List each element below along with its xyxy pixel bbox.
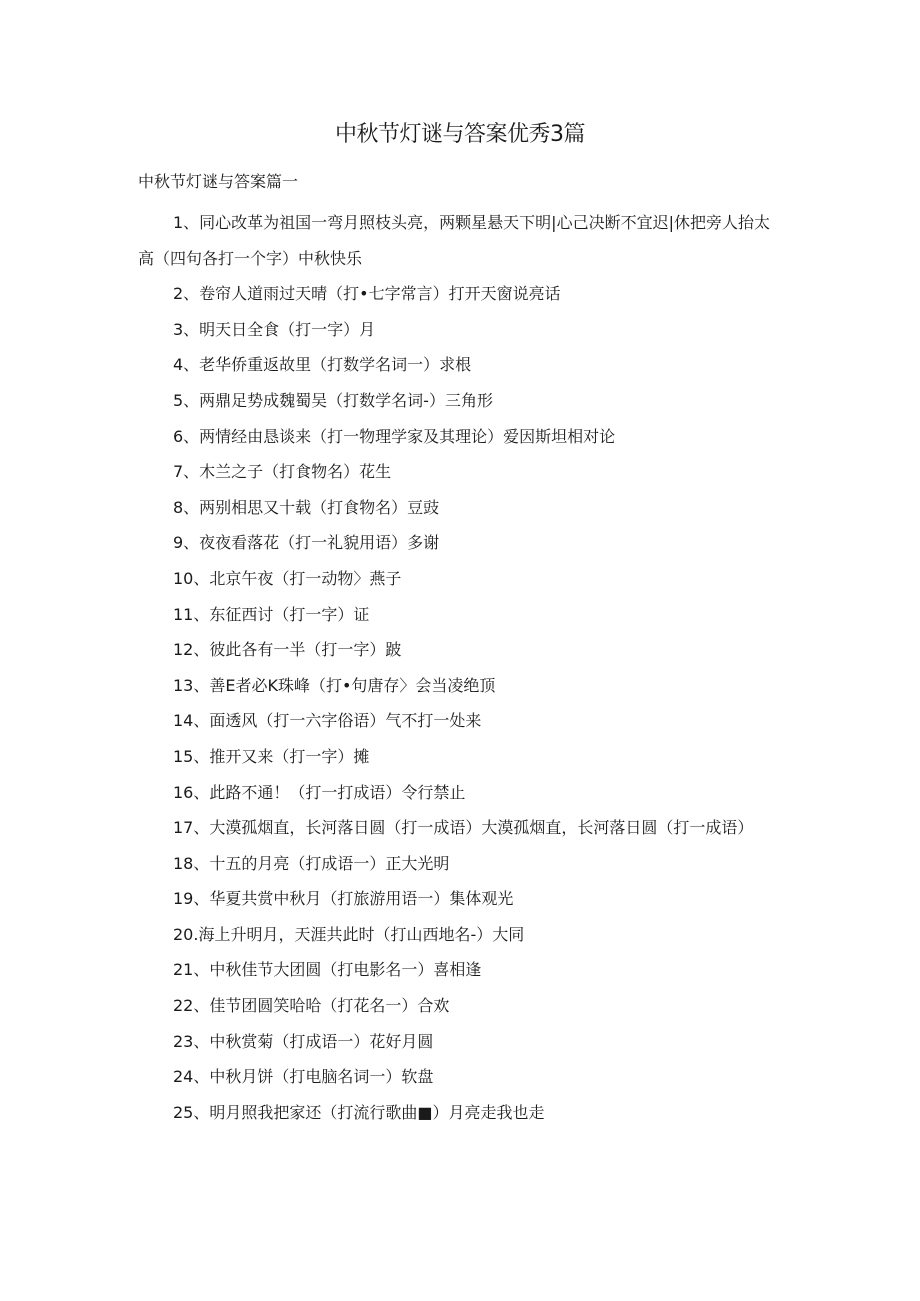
riddle-item: 21、中秋佳节大团圆（打电影名一）喜相逢 <box>173 960 482 980</box>
riddle-item: 1、同心改革为祖国一弯月照枝头亮，两颗星悬天下明|心己决断不宜迟|休把旁人抬太高（四句各打一个字）中秋快乐 <box>138 213 770 268</box>
riddle-item: 8、两别相思又十载（打食物名）豆豉 <box>173 497 440 517</box>
riddle-item: 10、北京午夜（打一动物〉燕子 <box>173 568 402 588</box>
riddle-item: 9、夜夜看落花（打一礼貌用语）多谢 <box>173 533 440 553</box>
riddle-item: 6、两情经由恳谈来（打一物理学家及其理论）爱因斯坦相对论 <box>173 426 616 446</box>
riddle-item: 16、此路不通！（打一打成语）令行禁止 <box>173 782 466 802</box>
riddle-item: 24、中秋月饼（打电脑名词一）软盘 <box>173 1067 434 1087</box>
riddle-item: 17、大漠孤烟直，长河落日圆（打一成语）大漠孤烟直，长河落日圆（打一成语） <box>173 818 754 838</box>
riddle-item: 13、善E者必K珠峰（打•句唐存〉会当凌绝顶 <box>173 675 496 695</box>
riddle-item: 23、中秋赏菊（打成语一）花好月圆 <box>173 1031 434 1051</box>
document-title: 中秋节灯谜与答案优秀3篇 <box>335 122 585 147</box>
riddle-item: 22、佳节团圆笑哈哈（打花名一）合欢 <box>173 996 450 1016</box>
riddle-item: 2、卷帘人道雨过天晴（打•七字常言）打开天窗说亮话 <box>173 284 561 304</box>
riddle-item: 11、东征西讨（打一字）证 <box>173 604 370 624</box>
riddle-item: 19、华夏共赏中秋月（打旅游用语一）集体观光 <box>173 889 514 909</box>
riddle-item: 5、两鼎足势成魏蜀吴（打数学名词-）三角形 <box>173 390 493 410</box>
riddle-item: 25、明月照我把家还（打流行歌曲■）月亮走我也走 <box>173 1102 545 1122</box>
riddle-item: 20.海上升明月，天涯共此时（打山西地名-）大同 <box>173 924 525 944</box>
riddle-item: 12、彼此各有一半（打一字）跛 <box>173 640 402 660</box>
riddle-item: 15、推开又来（打一字）摊 <box>173 746 370 766</box>
riddle-item: 18、十五的月亮（打成语一）正大光明 <box>173 853 450 873</box>
riddle-item: 3、明天日全食（打一字）月 <box>173 319 376 339</box>
riddle-item: 7、木兰之子（打食物名）花生 <box>173 462 392 482</box>
section-heading: 中秋节灯谜与答案篇一 <box>138 172 299 191</box>
riddle-list <box>138 205 778 1130</box>
riddle-item: 14、面透风（打一六字俗语）气不打一处来 <box>173 711 482 731</box>
riddle-item: 4、老华侨重返故里（打数学名词一）求根 <box>173 355 472 375</box>
